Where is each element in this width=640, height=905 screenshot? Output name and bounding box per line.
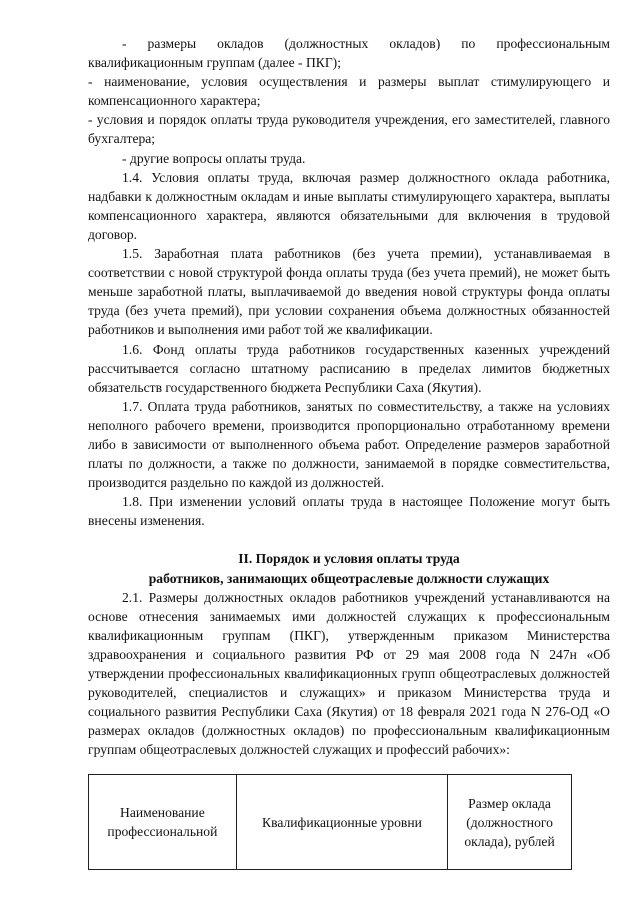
section-heading: II. Порядок и условия оплаты труда [238, 551, 460, 567]
paragraph: 1.8. При изменении условий оплаты труда в настоящее Положение могут быть внесены изменения. [88, 494, 610, 529]
salary-table [88, 774, 572, 870]
paragraph: - другие вопросы оплаты труда. [122, 150, 306, 166]
paragraph: - условия и порядок оплаты труда руководителя учреждения, его заместителей, главного бухгалтера; [88, 112, 610, 147]
table-header-cell: Размер оклада (должностного оклада), рублей [448, 775, 572, 870]
table-header-cell: Наименование профессиональной [89, 775, 237, 870]
spacer [88, 530, 610, 549]
paragraph: - наименование, условия осуществления и размеры выплат стимулирующего и компенсационного характера; [88, 74, 610, 109]
paragraph: 2.1. Размеры должностных окладов работников учреждений устанавливаются на основе отнесения занимаемых ими должностей служащих к профессиональным квалификационным группам (ПКГ), утвержденным приказом Министерства здравоохранения и социального развития РФ от 29 мая 2008 года N 247н «Об утверждении профессиональных квалификационных групп общеотраслевых должностей руководителей, специалистов и служащих» и приказом Министерства труда и социального развития Республики Саха (Якутия) от 18 февраля 2021 года N 276-ОД «О размерах окладов (должностных окладов) по профессиональным квалификационным группам общеотраслевых должностей служащих и профессий рабочих»: [88, 589, 610, 758]
paragraph: 1.6. Фонд оплаты труда работников государственных казенных учреждений рассчитывается согласно штатному расписанию в пределах лимитов бюджетных обязательств государственного бюджета Республики Саха (Якутия). [88, 341, 610, 395]
table-header-cell: Квалификационные уровни [236, 775, 447, 870]
paragraph: 1.4. Условия оплаты труда, включая размер должностного оклада работника, надбавки к должностным окладам и иные выплаты стимулирующего характера, выплаты компенсационного характера, являются обязательными для включения в трудовой договор. [88, 169, 610, 242]
paragraph: 1.7. Оплата труда работников, занятых по совместительству, а также на условиях неполного рабочего времени, производится пропорционально отработанному времени либо в зависимости от выполненного объема работ. Определение размеров заработной платы по должности, а также по должности, занимаемой в порядке совместительства, производится раздельно по каждой из должностей. [88, 398, 610, 491]
paragraph: - размеры окладов (должностных окладов) по профессиональным квалификационным группам (далее - ПКГ); [88, 36, 610, 71]
paragraph: 1.5. Заработная плата работников (без учета премии), устанавливаемая в соответствии с новой структурой фонда оплаты труда (без учета премий), не может быть меньше заработной платы, выплачиваемой до введения новой структуры фонда оплаты труда (без учета премий), при условии сохранения объема должностных обязанностей работников и выполнения ими работ той же квалификации. [88, 246, 610, 338]
document-page [88, 34, 610, 759]
section-subheading: работников, занимающих общеотраслевые должности служащих [148, 570, 550, 586]
table-header-row [89, 775, 572, 870]
